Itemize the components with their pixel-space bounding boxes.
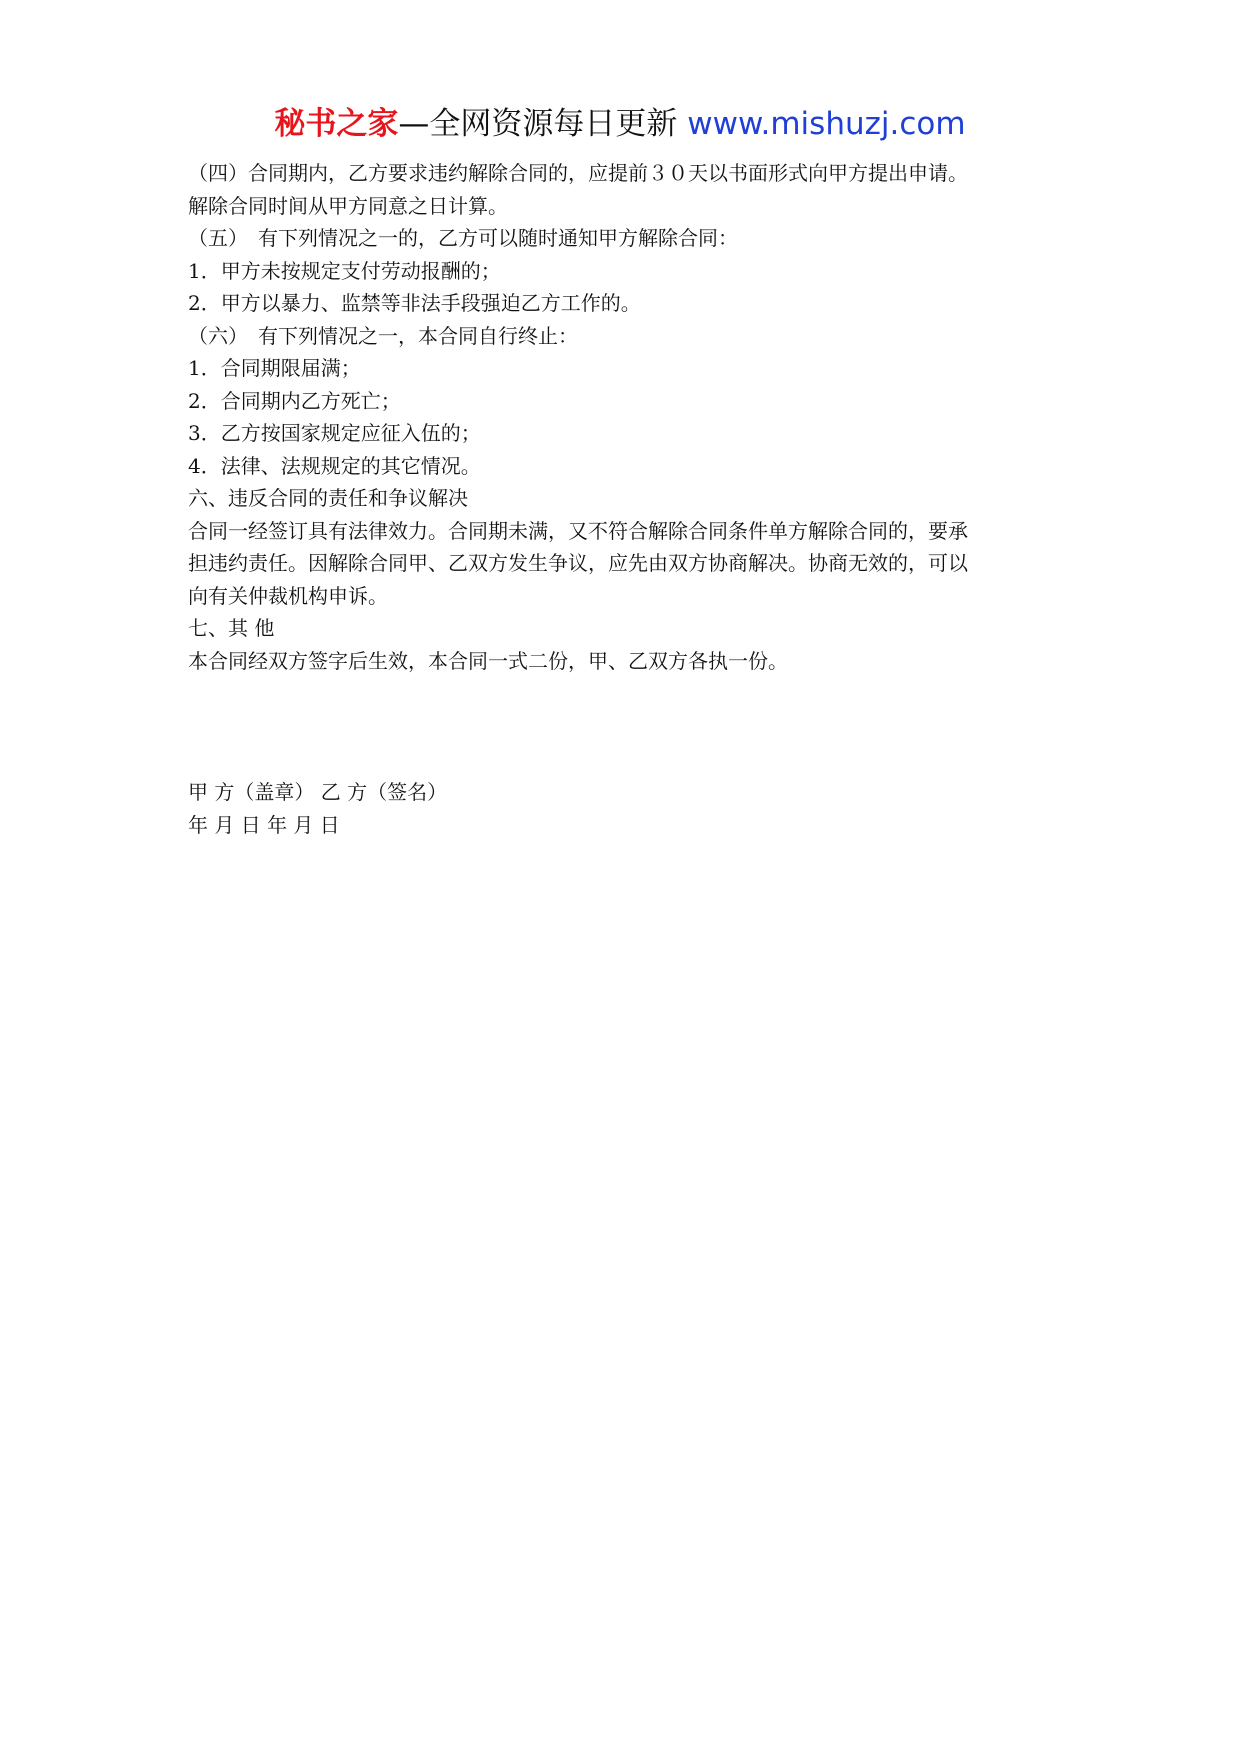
signature-block <box>188 776 1068 841</box>
body-line-7: 1．合同期限届满； <box>188 356 361 380</box>
body-line-2: 解除合同时间从甲方同意之日计算。 <box>188 193 508 218</box>
body-line-8: 2．合同期内乙方死亡； <box>188 388 401 413</box>
body-line-6: （六） 有下列情况之一，本合同自行终止： <box>188 323 578 348</box>
signature-parties: 甲 方（盖章） 乙 方（签名） <box>188 780 448 804</box>
body-line-13: 担违约责任。因解除合同甲、乙双方发生争议，应先由双方协商解决。协商无效的，可以 <box>188 551 968 575</box>
page-header <box>0 104 1240 144</box>
signature-dates: 年 月 日 年 月 日 <box>188 812 340 837</box>
body-line-10: 4．法律、法规规定的其它情况。 <box>188 453 481 478</box>
body-line-14: 向有关仲裁机构申诉。 <box>188 583 388 608</box>
section-heading-other: 七、其 他 <box>188 616 275 640</box>
section-heading-liability: 六、违反合同的责任和争议解决 <box>188 486 468 510</box>
header-tagline: —全网资源每日更新 <box>398 106 678 142</box>
header-url-link[interactable]: www.mishuzj.com <box>687 106 966 142</box>
body-line-4: 1．甲方未按规定支付劳动报酬的； <box>188 258 501 283</box>
body-line-1: （四）合同期内，乙方要求违约解除合同的，应提前３０天以书面形式向甲方提出申请。 <box>188 161 968 185</box>
body-line-12: 合同一经签订具有法律效力。合同期未满，又不符合解除合同条件单方解除合同的，要承 <box>188 518 968 543</box>
body-line-3: （五） 有下列情况之一的，乙方可以随时通知甲方解除合同： <box>188 226 738 250</box>
body-line-5: 2．甲方以暴力、监禁等非法手段强迫乙方工作的。 <box>188 291 641 315</box>
contract-body <box>188 157 1068 677</box>
body-line-9: 3．乙方按国家规定应征入伍的； <box>188 421 481 445</box>
header-brand: 秘书之家 <box>274 106 399 142</box>
body-line-16: 本合同经双方签字后生效，本合同一式二份，甲、乙双方各执一份。 <box>188 648 788 673</box>
